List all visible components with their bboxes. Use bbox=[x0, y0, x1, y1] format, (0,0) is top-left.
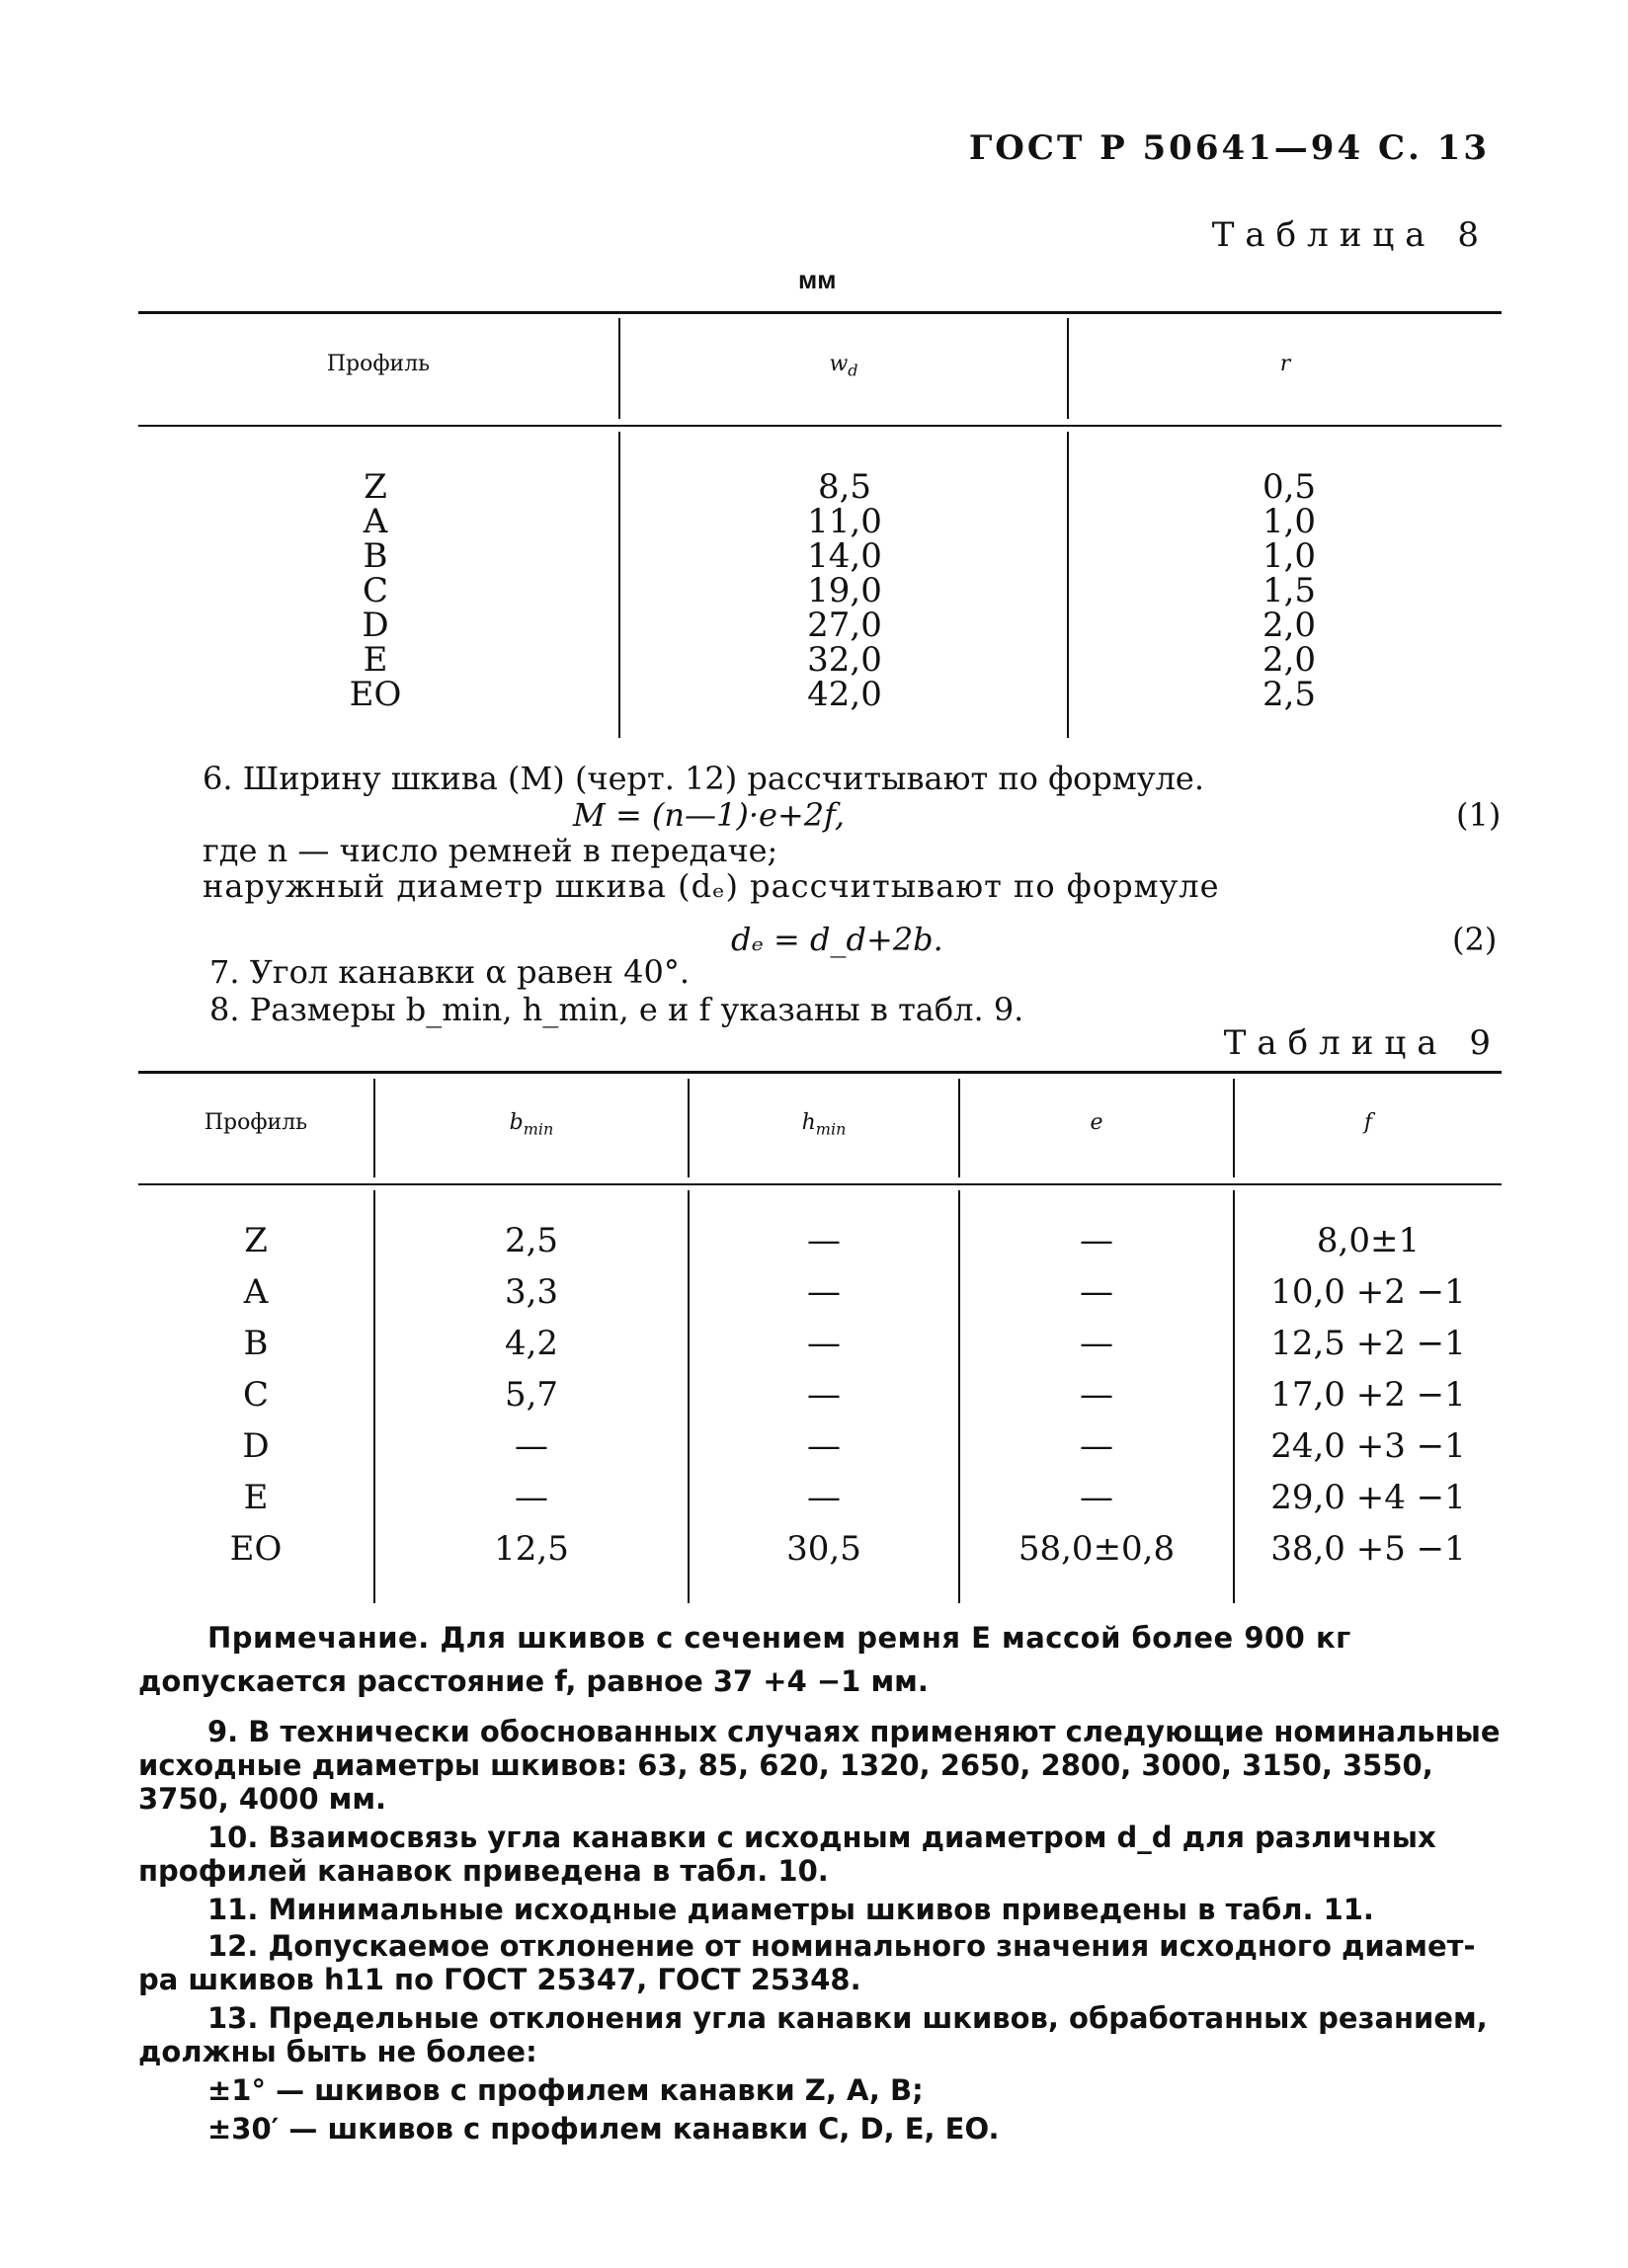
item13-line2: должны быть не более: bbox=[138, 2035, 537, 2068]
table-cell: — bbox=[1080, 1221, 1113, 1260]
section8: 8. Размеры b_min, h_min, e и f указаны в табл. 9. bbox=[209, 991, 1024, 1028]
table-cell: — bbox=[1080, 1375, 1113, 1415]
item13-line4: ±30′ — шкивов с профилем канавки C, D, E, EO. bbox=[207, 2112, 1000, 2146]
section6-line1: 6. Ширину шкива (M) (черт. 12) рассчитывают по формуле. bbox=[203, 760, 1205, 797]
table9-header-bmin: $b_{min}$ bbox=[509, 1110, 554, 1139]
table-cell: D bbox=[242, 1426, 270, 1466]
table-cell: 10,0 +2 −1 bbox=[1270, 1272, 1466, 1312]
table-cell: 2,0 bbox=[1262, 640, 1317, 680]
section6-line3: наружный диаметр шкива (dₑ) рассчитывают по формуле bbox=[203, 867, 1220, 905]
table-cell: 5,7 bbox=[504, 1375, 559, 1415]
table-cell: — bbox=[1080, 1324, 1113, 1363]
table9-header-profile: Профиль bbox=[204, 1110, 308, 1135]
item13-line1: 13. Предельные отклонения угла канавки шкивов, обработанных резанием, bbox=[207, 2001, 1488, 2035]
table9-caption: Таблица 9 bbox=[1223, 1023, 1502, 1063]
table9-top-rule bbox=[138, 1071, 1502, 1074]
table-cell: — bbox=[1080, 1478, 1113, 1517]
item13-line3: ±1° — шкивов с профилем канавки Z, A, B; bbox=[207, 2073, 924, 2107]
table8-header-r: r bbox=[1279, 352, 1291, 376]
item9-line1: 9. В технически обоснованных случаях применяют следующие номинальные bbox=[207, 1715, 1501, 1748]
formula-1: M = (n—1)·e+2f, bbox=[573, 796, 846, 834]
wd-symbol: w bbox=[829, 352, 849, 376]
item12-line1: 12. Допускаемое отклонение от номинального значения исходного диамет- bbox=[207, 1929, 1476, 1963]
table-cell: D bbox=[362, 606, 389, 645]
table-cell: B bbox=[363, 536, 388, 576]
table-cell: 12,5 bbox=[494, 1529, 569, 1569]
table-cell: 58,0±0,8 bbox=[1018, 1529, 1176, 1569]
table8-profile-column bbox=[296, 467, 454, 714]
item9-line3: 3750, 4000 мм. bbox=[138, 1782, 387, 1816]
table-cell: C bbox=[242, 1375, 269, 1415]
table8-units: мм bbox=[798, 265, 837, 294]
table-cell: B bbox=[243, 1324, 269, 1363]
item10-line1: 10. Взаимосвязь угла канавки с исходным диаметром d_d для различных bbox=[207, 1821, 1436, 1854]
table-cell: — bbox=[807, 1426, 841, 1466]
table8-divider bbox=[618, 432, 620, 738]
formula-2: dₑ = d_d+2b. bbox=[731, 921, 943, 958]
table9-header-rule bbox=[138, 1183, 1502, 1185]
table9-header-hmin: $h_{min}$ bbox=[801, 1110, 847, 1139]
item11: 11. Минимальные исходные диаметры шкивов приведены в табл. 11. bbox=[207, 1893, 1374, 1926]
equation-number-2: (2) bbox=[1452, 921, 1498, 958]
table-cell: 12,5 +2 −1 bbox=[1270, 1324, 1466, 1363]
table-cell: 8,5 bbox=[817, 467, 872, 507]
table-cell: 3,3 bbox=[504, 1272, 559, 1312]
table-cell: 11,0 bbox=[807, 502, 882, 541]
table8-header-rule bbox=[138, 425, 1502, 427]
section6-line2: где n — число ремней в передаче; bbox=[203, 832, 778, 869]
table-cell: — bbox=[807, 1478, 841, 1517]
table9-e-column bbox=[960, 1215, 1233, 1575]
table-cell: 30,5 bbox=[786, 1529, 861, 1569]
table8-divider bbox=[1067, 432, 1069, 738]
table-cell: 32,0 bbox=[807, 640, 882, 680]
item9-line2: исходные диаметры шкивов: 63, 85, 620, 1320, 2650, 2800, 3000, 3150, 3550, bbox=[138, 1748, 1433, 1782]
table9-f-column bbox=[1235, 1215, 1502, 1575]
item10-line2: профилей канавок приведена в табл. 10. bbox=[138, 1854, 829, 1888]
table-cell: — bbox=[807, 1324, 841, 1363]
table-cell: 27,0 bbox=[807, 606, 882, 645]
equation-number-1: (1) bbox=[1456, 796, 1502, 834]
page-header: ГОСТ Р 50641—94 С. 13 bbox=[968, 128, 1490, 168]
table-cell: 2,0 bbox=[1262, 606, 1317, 645]
table-cell: A bbox=[243, 1272, 269, 1312]
table-cell: 19,0 bbox=[807, 571, 882, 610]
table-cell: 8,0±1 bbox=[1316, 1221, 1421, 1260]
table-cell: 38,0 +5 −1 bbox=[1270, 1529, 1466, 1569]
table-cell: — bbox=[515, 1478, 548, 1517]
table-cell: Z bbox=[244, 1221, 268, 1260]
table-cell: 1,0 bbox=[1262, 502, 1317, 541]
table8-header-wd: $w_d$ bbox=[829, 352, 858, 380]
table8-header-profile: Профиль bbox=[326, 352, 431, 376]
table-cell: 29,0 +4 −1 bbox=[1270, 1478, 1466, 1517]
table-cell: — bbox=[807, 1221, 841, 1260]
table-cell: EO bbox=[229, 1529, 283, 1569]
table-cell: — bbox=[1080, 1426, 1113, 1466]
table-cell: 2,5 bbox=[1262, 675, 1317, 714]
table9-header-f: f bbox=[1363, 1110, 1373, 1135]
table-cell: 17,0 +2 −1 bbox=[1270, 1375, 1466, 1415]
note-line1: Примечание. Для шкивов с сечением ремня E массой более 900 кг bbox=[207, 1621, 1351, 1655]
table8-r-column bbox=[1205, 467, 1373, 714]
table8-caption: Таблица 8 bbox=[1211, 215, 1490, 255]
item12-line2: ра шкивов h11 по ГОСТ 25347, ГОСТ 25348. bbox=[138, 1963, 861, 1996]
table-cell: Z bbox=[364, 467, 387, 507]
note-line2: допускается расстояние f, равное 37 +4 −1 мм. bbox=[138, 1664, 929, 1698]
table9-profile-column bbox=[138, 1215, 373, 1575]
table8-wd-column bbox=[761, 467, 929, 714]
table-cell: — bbox=[1080, 1272, 1113, 1312]
table-cell: — bbox=[807, 1375, 841, 1415]
table9-header-e: e bbox=[1090, 1110, 1103, 1135]
table-cell: A bbox=[363, 502, 388, 541]
table-cell: 2,5 bbox=[504, 1221, 559, 1260]
table-cell: 42,0 bbox=[807, 675, 882, 714]
section7: 7. Угол канавки α равен 40°. bbox=[209, 953, 691, 991]
table-cell: E bbox=[243, 1478, 269, 1517]
table-cell: C bbox=[362, 571, 388, 610]
table-cell: 14,0 bbox=[807, 536, 882, 576]
table-cell: 24,0 +3 −1 bbox=[1270, 1426, 1466, 1466]
table-cell: E bbox=[363, 640, 388, 680]
table-cell: 1,5 bbox=[1262, 571, 1317, 610]
table-cell: 1,0 bbox=[1262, 536, 1317, 576]
table8-top-rule bbox=[138, 311, 1502, 314]
table-cell: EO bbox=[349, 675, 402, 714]
table-cell: — bbox=[515, 1426, 548, 1466]
table-cell: 4,2 bbox=[504, 1324, 559, 1363]
table-cell: — bbox=[807, 1272, 841, 1312]
table-cell: 0,5 bbox=[1262, 467, 1317, 507]
table9-bmin-column bbox=[375, 1215, 688, 1575]
table9-hmin-column bbox=[690, 1215, 958, 1575]
